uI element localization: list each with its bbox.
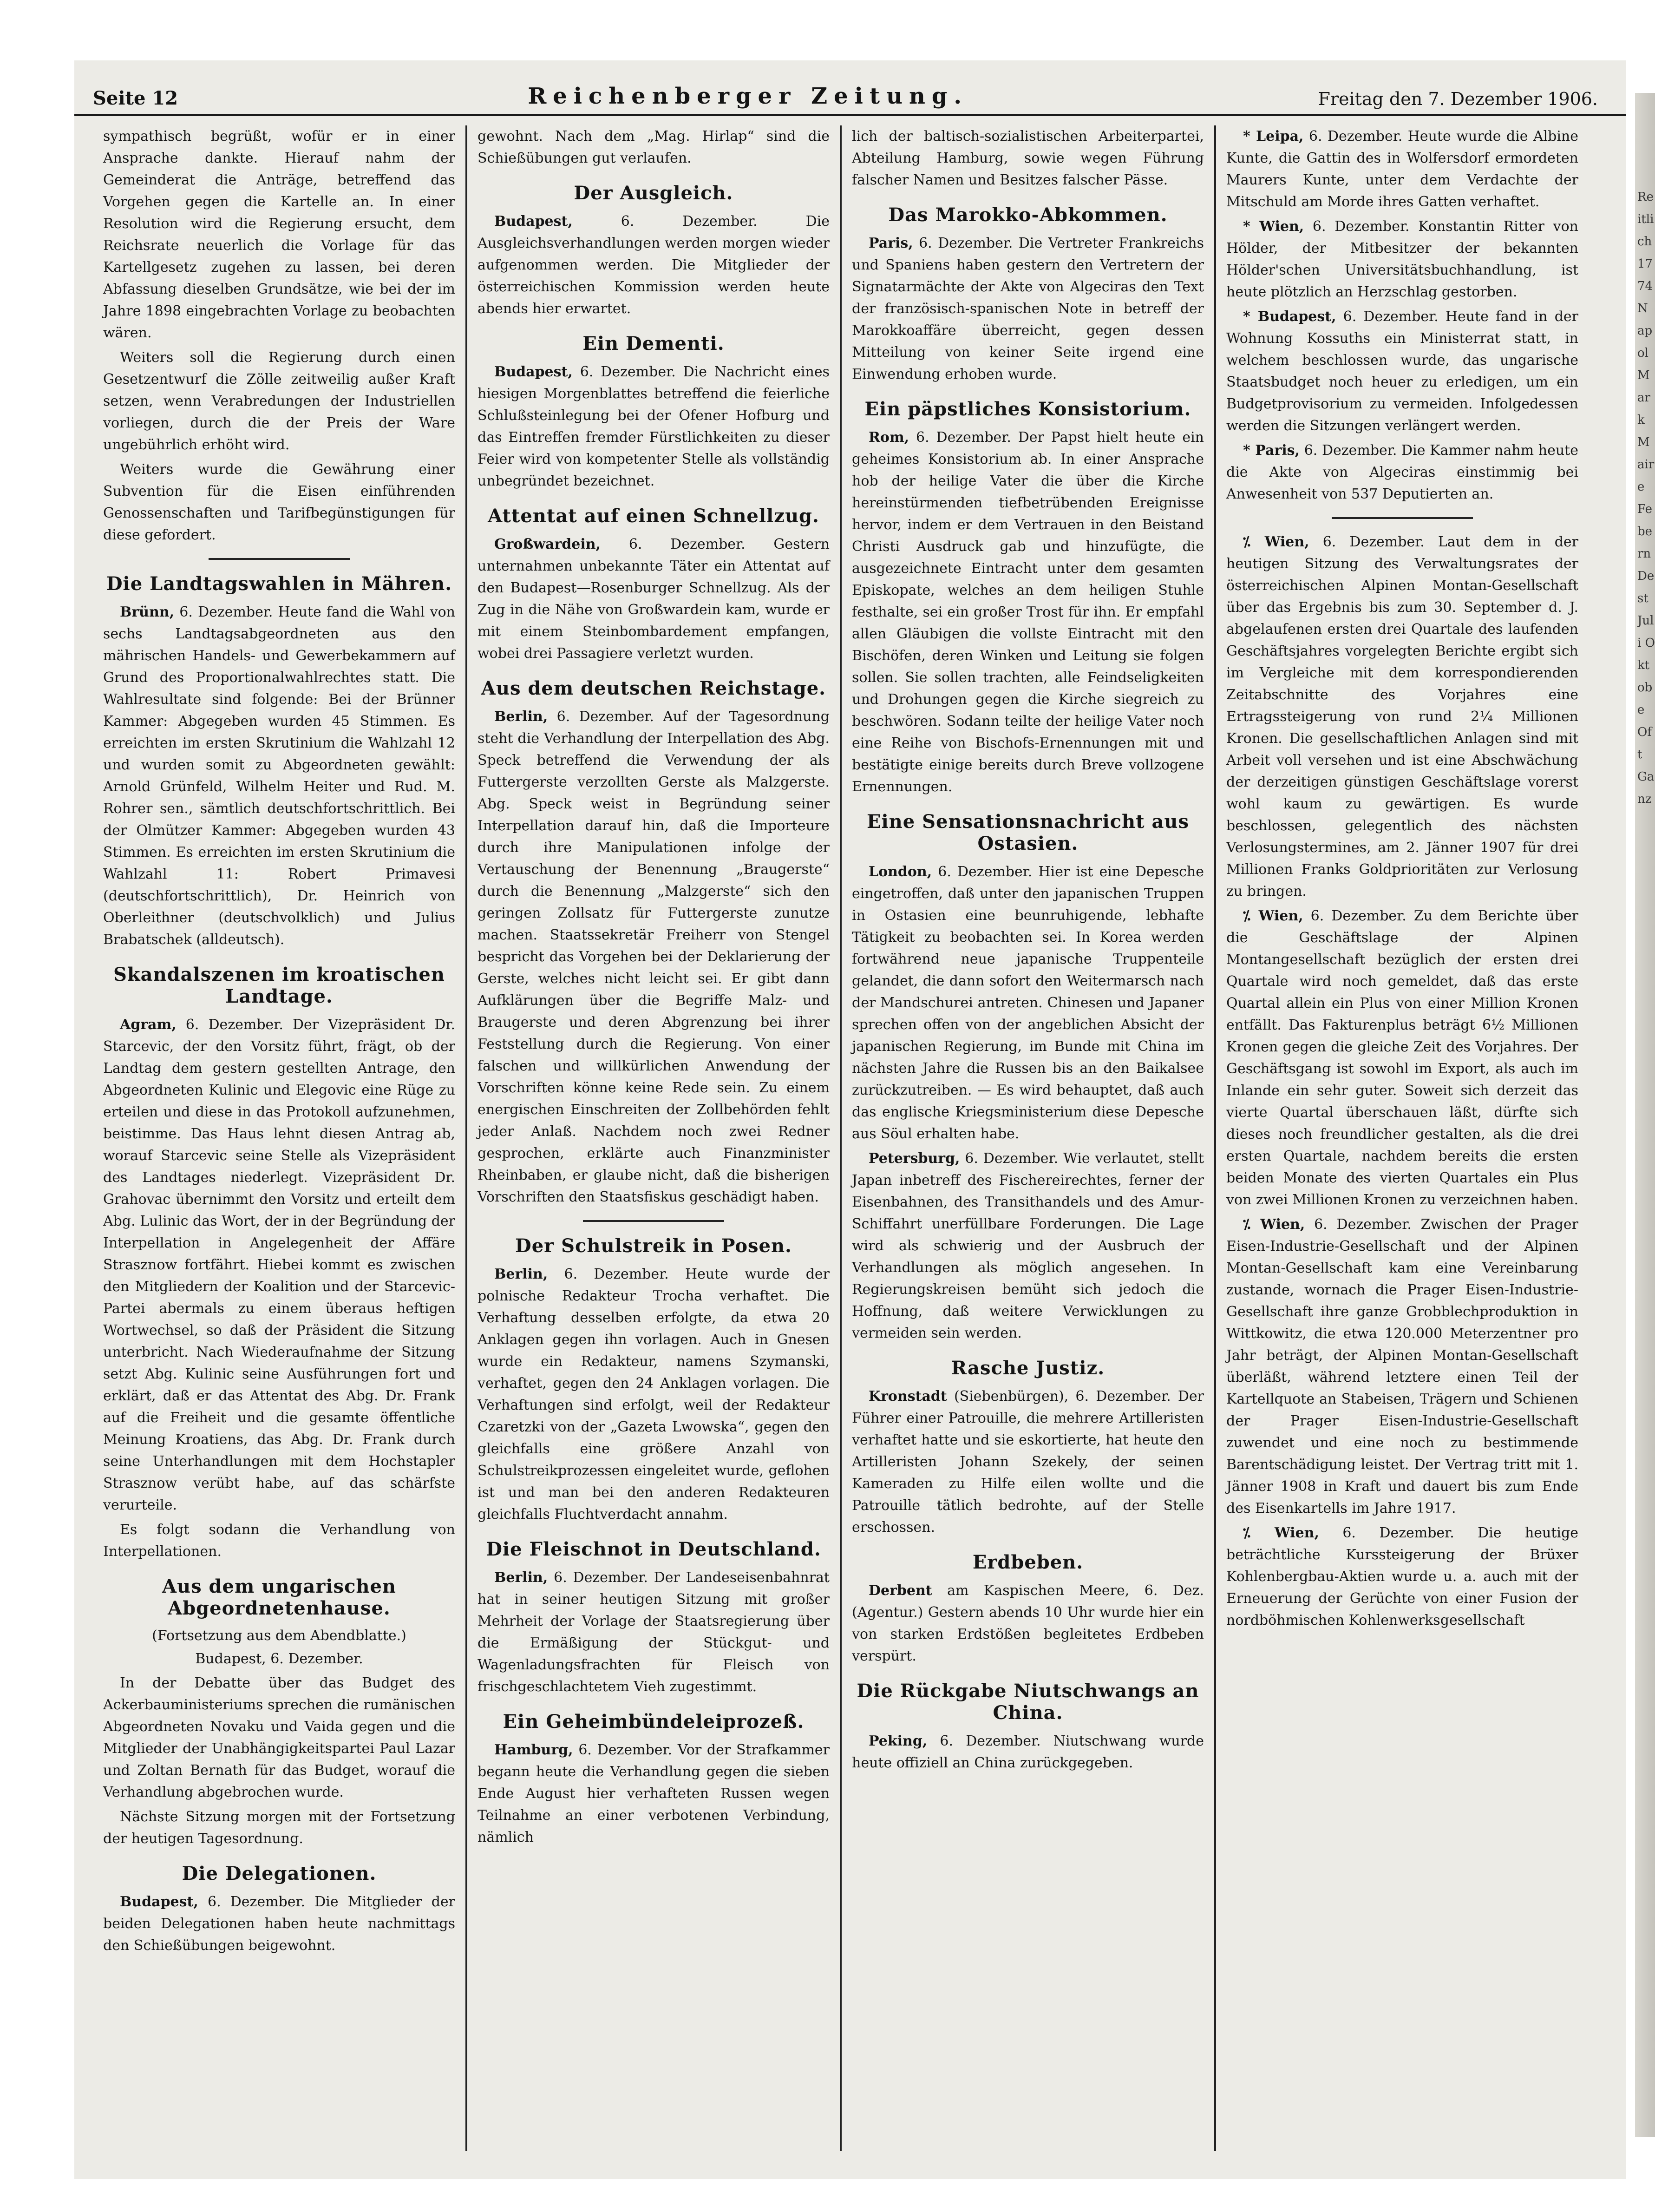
dateline: Budapest, xyxy=(494,364,573,380)
paragraph-text: 6. Dezember. Auf der Tagesordnung steht die Verhandlung der Interpellation des Abg. Speck betreffend die Verwendung der als Futtergerste verzollten Gerste als Malzgerste. Abg. Speck weist in Begründung seiner Interpellation darauf hin, daß die Importeure durch ihre Manipulationen infolge der Vertauschung der Benennung „Braugerste“ durch die Benennung „Malzgerste“ sich den geringen Zollsatz für Futtergerste zunutze machen. Staatssekretär Freiherr von Stengel bespricht das Vorgehen bei der Deklarierung der Gerste, welches nicht leicht sei. Er gibt dann Aufklärungen über die Begriffe Malz- und Braugerste und deren Abgrenzung bei ihrer Feststellung durch die Regierung. Von einer falschen und willkürlichen Anwendung der Vorschriften könne keine Rede sein. Zu einem energischen Einschreiten der Zollbehörden fehlt jeder Anlaß. Nachdem noch zwei Redner gesprochen, erklärte auch Finanzminister Rheinbaben, er glaube nicht, daß die bisherigen Vorschriften den Staatsfiskus geschädigt haben. xyxy=(478,709,830,1205)
paragraph-text: 6. Dezember. Wie verlautet, stellt Japan inbetreff des Fischereirechtes, ferner der Eisenbahnen, des Transithandels und des Amur-Schiffahrt unerfüllbare Forderungen. Die Lage wird als schwierig und der Ausbruch der Verhandlungen als möglich angesehen. In Regierungskreisen bemüht sich jedoch die Hoffnung, daß weitere Verwicklungen zu vermeiden sein werden. xyxy=(852,1150,1204,1341)
article-headline: Skandalszenen im kroatischen Landtage. xyxy=(113,964,445,1007)
page-header xyxy=(74,79,1626,116)
dateline: * Paris, xyxy=(1243,442,1300,459)
dateline: Hamburg, xyxy=(494,1742,573,1758)
dateline: Berlin, xyxy=(494,1266,548,1282)
article-paragraph xyxy=(478,1739,830,1848)
paragraph-text: 6. Dezember. Heute fand die Wahl von sechs Landtagsabgeordneten aus den mährischen Handels- und Gewerbekammern auf Grund des Proportionalwahlrechtes statt. Die Wahlresultate sind folgende: Bei der Brünner Kammer: Abgegeben wurden 45 Stimmen. Es erreichten im ersten Skrutinium die Wahlzahl 12 und wurden somit zu Abgeordneten gewählt: Arnold Grünfeld, Wilhelm Heiter und Rud. M. Rohrer sen., sämtlich deutschfortschrittlich. Bei der Olmützer Kammer: Abgegeben wurden 43 Stimmen. Es erreichten im ersten Skrutinium die Wahlzahl 11: Robert Primavesi (deutschfortschrittlich), Dr. Heinrich von Oberleithner (deutschvolklich) und Julius Brabatschek (alldeutsch). xyxy=(103,604,455,948)
article-paragraph xyxy=(103,125,455,344)
paragraph-text: 6. Dezember. Gestern unternahmen unbekannte Täter ein Attentat auf den Budapest—Rosenburger Schnellzug. Als der Zug in die Nähe von Großwardein kam, wurde er mit einem Steinbombardement empfangen, wobei drei Passagiere verletzt wurden. xyxy=(478,536,830,662)
article-paragraph xyxy=(1226,440,1578,505)
article-paragraph xyxy=(852,1148,1204,1344)
dateline: ⁒ Wien, xyxy=(1243,1216,1305,1233)
article-paragraph xyxy=(103,1891,455,1956)
issue-date: Freitag den 7. Dezember 1906. xyxy=(1318,89,1598,109)
paragraph-text: 6. Dezember. Die Ausgleichsverhandlungen werden morgen wieder aufgenommen werden. Die Mitglieder der österreichischen Kommission werden heute abends hier erwartet. xyxy=(478,213,830,317)
article-paragraph xyxy=(478,1263,830,1525)
paragraph-text: 6. Dezember. Laut dem in der heutigen Sitzung des Verwaltungsrates der österreichischen Alpinen Montan-Gesellschaft über das Ergebnis bis zum 30. September d. J. abgelaufenen ersten drei Quartale des laufenden Geschäftsjahres vorgelegten Berichte ergibt sich im Vergleiche mit dem korrespondierenden Zeitabschnitte des Vorjahres eine Ertragssteigerung von rund 2¼ Millionen Kronen. Die gesellschaftlichen Anlagen sind mit Arbeit voll versehen und ist eine Abschwächung der derzeitigen günstigen Geschäftslage vorerst wohl kaum zu gewärtigen. Es wurde beschlossen, gelegentlich des nächsten Verlosungstermines, am 2. Jänner 1907 für drei Millionen Franks Goldprioritäten zur Verlosung zu bringen. xyxy=(1226,534,1578,899)
paragraph-text: lich der baltisch-sozialistischen Arbeiterpartei, Abteilung Hamburg, sowie wegen Führung falscher Namen und Besitzes falscher Pässe. xyxy=(852,128,1204,188)
article-headline: Das Marokko-Abkommen. xyxy=(888,204,1168,226)
article-headline: Eine Sensationsnachricht aus Ostasien. xyxy=(866,811,1189,854)
paragraph-text: 6. Dezember. Heute wurde der polnische Redakteur Trocha verhaftet. Die Verhaftung desselben erfolgte, da etwa 20 Anklagen gegen ihn vorlagen. Auch in Gnesen wurde ein Redakteur, namens Szymanski, verhaftet, gegen den 24 Anklagen vorlagen. Die Verhaftungen sind erfolgt, weil der Redakteur Czaretzki von der „Gazeta Lwowska“, gegen den gleichfalls eine größere Anzahl von Schulstreikprozessen eingeleitet wurde, geflohen ist und man bei den anderen Redakteuren gleichfalls Fluchtverdacht annahm. xyxy=(478,1266,830,1523)
paragraph-text: 6. Dezember. Die Nachricht eines hiesigen Morgenblattes betreffend die feierliche Schlußsteinlegung bei der Ofener Hofburg und das Eintreffen fremder Fürstlichkeiten zu dieser Feier wird von kompetenter Stelle als vollständig unbegründet bezeichnet. xyxy=(478,364,830,489)
article-paragraph xyxy=(852,1580,1204,1667)
paragraph-text: Weiters wurde die Gewährung einer Subvention für die Eisen einführenden Genossenschaften und Tarifbegünstigungen für diese gefordert. xyxy=(103,461,455,543)
dateline: ⁒ Wien, xyxy=(1243,534,1309,550)
column-2 xyxy=(467,125,842,2151)
article-paragraph xyxy=(1226,125,1578,213)
article-headline: Attentat auf einen Schnellzug. xyxy=(488,505,819,527)
article-headline: Ein Dementi. xyxy=(582,333,725,354)
article-paragraph xyxy=(103,1519,455,1562)
article-paragraph xyxy=(1226,1214,1578,1519)
paragraph-text: 6. Dezember. Der Papst hielt heute ein geheimes Konsistorium ab. In einer Ansprache hob der heilige Vater die über die Kirche hereinstürmenden tiefbetrübenden Ereignisse hervor, indem er dem Vertrauen in den Beistand Christi Ausdruck gab und hinzufügte, die ausgezeichnete Eintracht unter dem gesamten Episkopate, welches an dem heiligen Stuhle festhalte, sei ein großer Trost für ihn. Er empfahl allen Gläubigen die vollste Eintracht mit den Bischöfen, deren Winken und Leitung sie folgen sollen. Sie sollen trachten, alle Feindseligkeiten und Drohungen gegen die Kirche siegreich zu beschwören. Sodann teilte der heilige Vater noch eine Reihe von Bischofs-Ernennungen mit und bestätigte einige bereits durch Breve vollzogene Ernennungen. xyxy=(852,429,1204,795)
dateline: Rom, xyxy=(869,429,909,446)
paragraph-text: 6. Dezember. Die Kammer nahm heute die Akte von Algeciras einstimmig bei Anwesenheit von 537 Deputierten an. xyxy=(1226,442,1578,502)
article-paragraph xyxy=(1226,531,1578,902)
dateline: ⁒ Wien, xyxy=(1243,1525,1319,1541)
dateline: * Leipa, xyxy=(1243,128,1304,144)
article-paragraph xyxy=(478,533,830,664)
paragraph-text: 6. Dezember. Niutschwang wurde heute offiziell an China zurückgegeben. xyxy=(852,1733,1204,1771)
section-divider xyxy=(209,558,349,560)
article-headline: Der Schulstreik in Posen. xyxy=(515,1235,792,1257)
article-paragraph xyxy=(852,232,1204,385)
paragraph-text: 6. Dezember. Die Vertreter Frankreichs und Spaniens haben gestern den Vertretern der Signatarmächte der Akte von Algeciras den Text der französisch-spanischen Note in betreff der Marokkoaffäre überreicht, gegen dessen Mitteilung von keiner Seite irgend eine Einwendung erhoben wurde. xyxy=(852,235,1204,382)
article-paragraph xyxy=(1226,306,1578,437)
article-headline: Die Landtagswahlen in Mähren. xyxy=(106,573,452,595)
article-headline: Rasche Justiz. xyxy=(951,1357,1105,1379)
article-subline: (Fortsetzung aus dem Abendblatte.) xyxy=(152,1628,406,1644)
dateline: Paris, xyxy=(869,235,913,251)
article-headline: Die Delegationen. xyxy=(182,1863,377,1884)
dateline: Agram, xyxy=(120,1017,177,1033)
paragraph-text: 6. Dezember. Die heutige beträchtliche Kurssteigerung der Brüxer Kohlenbergbau-Aktien wurde u. a. auch mit der Erneuerung der Gerüchte von einer Fusion der nordböhmischen Kohlenwerksgesellschaft xyxy=(1226,1525,1578,1628)
newspaper-title: Reichenberger Zeitung. xyxy=(528,83,968,109)
paragraph-text: (Siebenbürgen), 6. Dezember. Der Führer einer Patrouille, die mehrere Artilleristen verhaftet hatte und sie eskortierte, hat heute den Artilleristen Johann Szekely, der seinen Kameraden zu Hilfe eilen wollte und die Patrouille tätlich bedrohte, auf der Stelle erschossen. xyxy=(852,1388,1204,1536)
paragraph-text: Nächste Sitzung morgen mit der Fortsetzung der heutigen Tagesordnung. xyxy=(103,1809,455,1847)
article-subline: Budapest, 6. Dezember. xyxy=(195,1651,363,1667)
article-paragraph xyxy=(852,125,1204,191)
dateline: Derbent xyxy=(869,1582,932,1599)
article-headline: Die Rückgabe Niutschwangs an China. xyxy=(857,1680,1199,1724)
column-1 xyxy=(93,125,467,2151)
article-paragraph xyxy=(1226,905,1578,1211)
dateline: Berlin, xyxy=(494,709,548,725)
dateline: Petersburg, xyxy=(869,1150,960,1167)
article-headline: Ein päpstliches Konsistorium. xyxy=(864,398,1191,420)
dateline: Großwardein, xyxy=(494,536,601,552)
article-paragraph xyxy=(478,210,830,320)
dateline: ⁒ Wien, xyxy=(1243,908,1303,924)
dateline: London, xyxy=(869,864,932,880)
paragraph-text: 6. Dezember. Die Mitglieder der beiden Delegationen haben heute nachmittags den Schießübungen beigewohnt. xyxy=(103,1894,455,1954)
paragraph-text: 6. Dezember. Heute fand in der Wohnung Kossuths ein Ministerrat statt, in welchem beschlossen wurde, das ungarische Staatsbudget noch heuer zu erledigen, um ein Budgetprovisorium zu vermeiden. Infolgedessen werden die Sitzungen verlängert werden. xyxy=(1226,308,1578,434)
adjacent-page-text: Reitlich 1774 Napol Mark Maire Febern Dest Juli Oktobe Oft Ganz xyxy=(1637,190,1655,806)
column-3 xyxy=(842,125,1216,2151)
article-headline: Ein Geheimbündeleiprozeß. xyxy=(503,1711,805,1733)
paragraph-text: gewohnt. Nach dem „Mag. Hirlap“ sind die Schießübungen gut verlaufen. xyxy=(478,128,830,166)
column-4 xyxy=(1216,125,1589,2151)
section-divider xyxy=(583,1220,724,1222)
article-paragraph xyxy=(103,601,455,951)
article-paragraph xyxy=(103,347,455,456)
article-paragraph xyxy=(852,1385,1204,1538)
paragraph-text: 6. Dezember. Hier ist eine Depesche eingetroffen, daß unter den japanischen Truppen in Ostasien eine beunruhigende, lebhafte Tätigkeit zu beobachten sei. In Korea werden fortwährend neue japanische Truppenteile gelandet, die dann sofort den Weitermarsch nach der Mandschurei antreten. Chinesen und Japaner sprechen offen von der angeblichen Absicht der japanischen Regierung, im Bunde mit China im nächsten Jahre die Russen bis an den Baikalsee zurückzutreiben. — Es wird behauptet, daß auch das englische Kriegsministerium diese Depesche aus Söul erhalten habe. xyxy=(852,864,1204,1142)
page-number: Seite 12 xyxy=(93,87,178,109)
paragraph-text: In der Debatte über das Budget des Ackerbauministeriums sprechen die rumänischen Abgeordneten Novaku und Vaida gegen und die Mitglieder der Unabhängigkeitspartei Paul Lazar und Zoltan Bernath für das Budget, worauf die Verhandlung abgebrochen wurde. xyxy=(103,1675,455,1800)
article-paragraph xyxy=(852,427,1204,798)
paragraph-text: 6. Dezember. Der Landeseisenbahnrat hat in seiner heutigen Sitzung mit großer Mehrheit der Vorlage der Staatsregierung über die Ermäßigung der Stückgut- und Wagenladungsfrachten für Fleisch von frischgeschlachtetem Vieh zugestimmt. xyxy=(478,1569,830,1695)
article-paragraph xyxy=(103,1806,455,1850)
paragraph-text: Weiters soll die Regierung durch einen Gesetzentwurf die Zölle zeitweilig außer Kraft setzen, wenn Verabredungen der Industriellen vorliegen, durch die der Preis der Ware ungebührlich erhöht wird. xyxy=(103,349,455,453)
article-paragraph xyxy=(478,125,830,169)
dateline: Brünn, xyxy=(120,604,175,620)
columns xyxy=(93,125,1589,2151)
paragraph-text: Es folgt sodann die Verhandlung von Interpellationen. xyxy=(103,1522,455,1560)
article-paragraph xyxy=(1226,216,1578,303)
article-paragraph xyxy=(103,1014,455,1516)
article-headline: Erdbeben. xyxy=(972,1551,1084,1573)
paragraph-text: 6. Dezember. Vor der Strafkammer begann heute die Verhandlung gegen die sieben Ende August hier verhafteten Russen wegen Teilnahme an einer verbotenen Verbindung, nämlich xyxy=(478,1742,830,1845)
article-paragraph xyxy=(1226,1522,1578,1631)
paragraph-text: am Kaspischen Meere, 6. Dez. (Agentur.) Gestern abends 10 Uhr wurde hier ein von starken Erdstößen begleitetes Erdbeben verspürt. xyxy=(852,1582,1204,1664)
dateline: Budapest, xyxy=(494,213,573,230)
dateline: * Wien, xyxy=(1243,218,1304,235)
dateline: * Budapest, xyxy=(1243,308,1336,325)
dateline: Peking, xyxy=(869,1733,928,1749)
section-divider xyxy=(1332,517,1472,519)
dateline: Kronstadt xyxy=(869,1388,947,1405)
article-paragraph xyxy=(478,361,830,492)
paragraph-text: 6. Dezember. Zu dem Berichte über die Geschäftslage der Alpinen Montangesellschaft bezüglich der ersten drei Quartale wird noch gemeldet, daß das erste Quartal allein ein Plus von einer Million Kronen entfällt. Das Fakturenplus beträgt 6½ Millionen Kronen gegen die gleiche Zeit des Vorjahres. Der Geschäftsgang ist sowohl im Export, als auch im Inlande ein sehr guter. Soweit sich derzeit das vierte Quartal überschauen läßt, dürfte sich dieses noch freundlicher gestalten, als die drei ersten Quartale, nachdem bereits die ersten beiden Monate des vierten Quartales ein Plus von zwei Millionen Kronen zu verzeichnen haben. xyxy=(1226,908,1579,1208)
article-paragraph xyxy=(852,1730,1204,1774)
dateline: Budapest, xyxy=(120,1894,198,1910)
paragraph-text: 6. Dezember. Zwischen der Prager Eisen-Industrie-Gesellschaft und der Alpinen Montan-Gesellschaft kam eine Vereinbarung zustande, wornach die Prager Eisen-Industrie-Gesellschaft ihre ganze Grobblechproduktion in Wittkowitz, die etwa 120.000 Meterzentner pro Jahr beträgt, der Alpinen Montan-Gesellschaft überläßt, während letztere einen Teil der Kartellquote an Stabeisen, Trägern und Schienen der Prager Eisen-Industrie-Gesellschaft zuwendet und eine noch zu bestimmende Barentschädigung leistet. Der Vertrag tritt mit 1. Jänner 1908 in Kraft und dauert bis zum Ende des Eisenkartells im Jahre 1917. xyxy=(1226,1216,1578,1516)
article-paragraph xyxy=(103,459,455,546)
paragraph-text: sympathisch begrüßt, wofür er in einer Ansprache dankte. Hierauf nahm der Gemeinderat die Anträge, betreffend das Vorgehen gegen die Kartelle an. In einer Resolution wird die Regierung ersucht, dem Reichsrate neuerlich die Vorlage für das Kartellgesetz zugehen zu lassen, bei deren Abfassung dieselben Grundsätze, wie bei der im Jahre 1898 eingebrachten Vorlage zu beobachten wären. xyxy=(103,128,455,341)
article-headline: Der Ausgleich. xyxy=(574,182,733,204)
article-paragraph xyxy=(103,1672,455,1803)
newspaper-page xyxy=(74,60,1626,2179)
paragraph-text: 6. Dezember. Heute wurde die Albine Kunte, die Gattin des in Wolfersdorf ermordeten Maurers Kunte, unter dem Verdachte der Mitschuld am Morde ihres Gatten verhaftet. xyxy=(1226,128,1578,210)
article-paragraph xyxy=(478,706,830,1208)
dateline: Berlin, xyxy=(494,1569,548,1586)
paragraph-text: 6. Dezember. Konstantin Ritter von Hölder, der Mitbesitzer der bekannten Hölder'schen Universitätsbuchhandlung, ist heute plötzlich an Herzschlag gestorben. xyxy=(1226,218,1578,300)
article-headline: Aus dem ungarischen Abgeordnetenhause. xyxy=(162,1575,397,1619)
article-paragraph xyxy=(478,1567,830,1698)
article-headline: Die Fleischnot in Deutschland. xyxy=(486,1538,821,1560)
paragraph-text: 6. Dezember. Der Vizepräsident Dr. Starcevic, der den Vorsitz führt, frägt, ob der Landtag dem gestern gestellten Antrage, den Abgeordneten Kulinic und Elegovic eine Rüge zu erteilen und diese in das Protokoll aufzunehmen, beistimme. Das Haus lehnt diesen Antrag ab, worauf Starcevic seine Stelle als Vizepräsident des Landtages niederlegt. Vizepräsident Dr. Grahovac übernimmt den Vorsitz und erteilt dem Abg. Lulinic das Wort, der in der Begründung der Interpellation in Angelegenheit der Affäre Strasznow fortfährt. Hiebei kommt es zwischen den Mitgliedern der Koalition und der Starcevic-Partei abermals zu einem überaus heftigen Wortwechsel, so daß der Präsident die Sitzung unterbricht. Nach Wiederaufnahme der Sitzung setzt Abg. Kulinic seine Ausführungen fort und erklärt, daß er das Attentat des Abg. Dr. Frank auf die Freiheit und die gesamte öffentliche Meinung Kroatiens, das Abg. Dr. Frank durch seine Unterhandlungen mit dem Hochstapler Strasznow verübt habe, auf das schärfste verurteile. xyxy=(103,1017,455,1513)
article-headline: Aus dem deutschen Reichstage. xyxy=(481,677,826,699)
article-paragraph xyxy=(852,861,1204,1145)
